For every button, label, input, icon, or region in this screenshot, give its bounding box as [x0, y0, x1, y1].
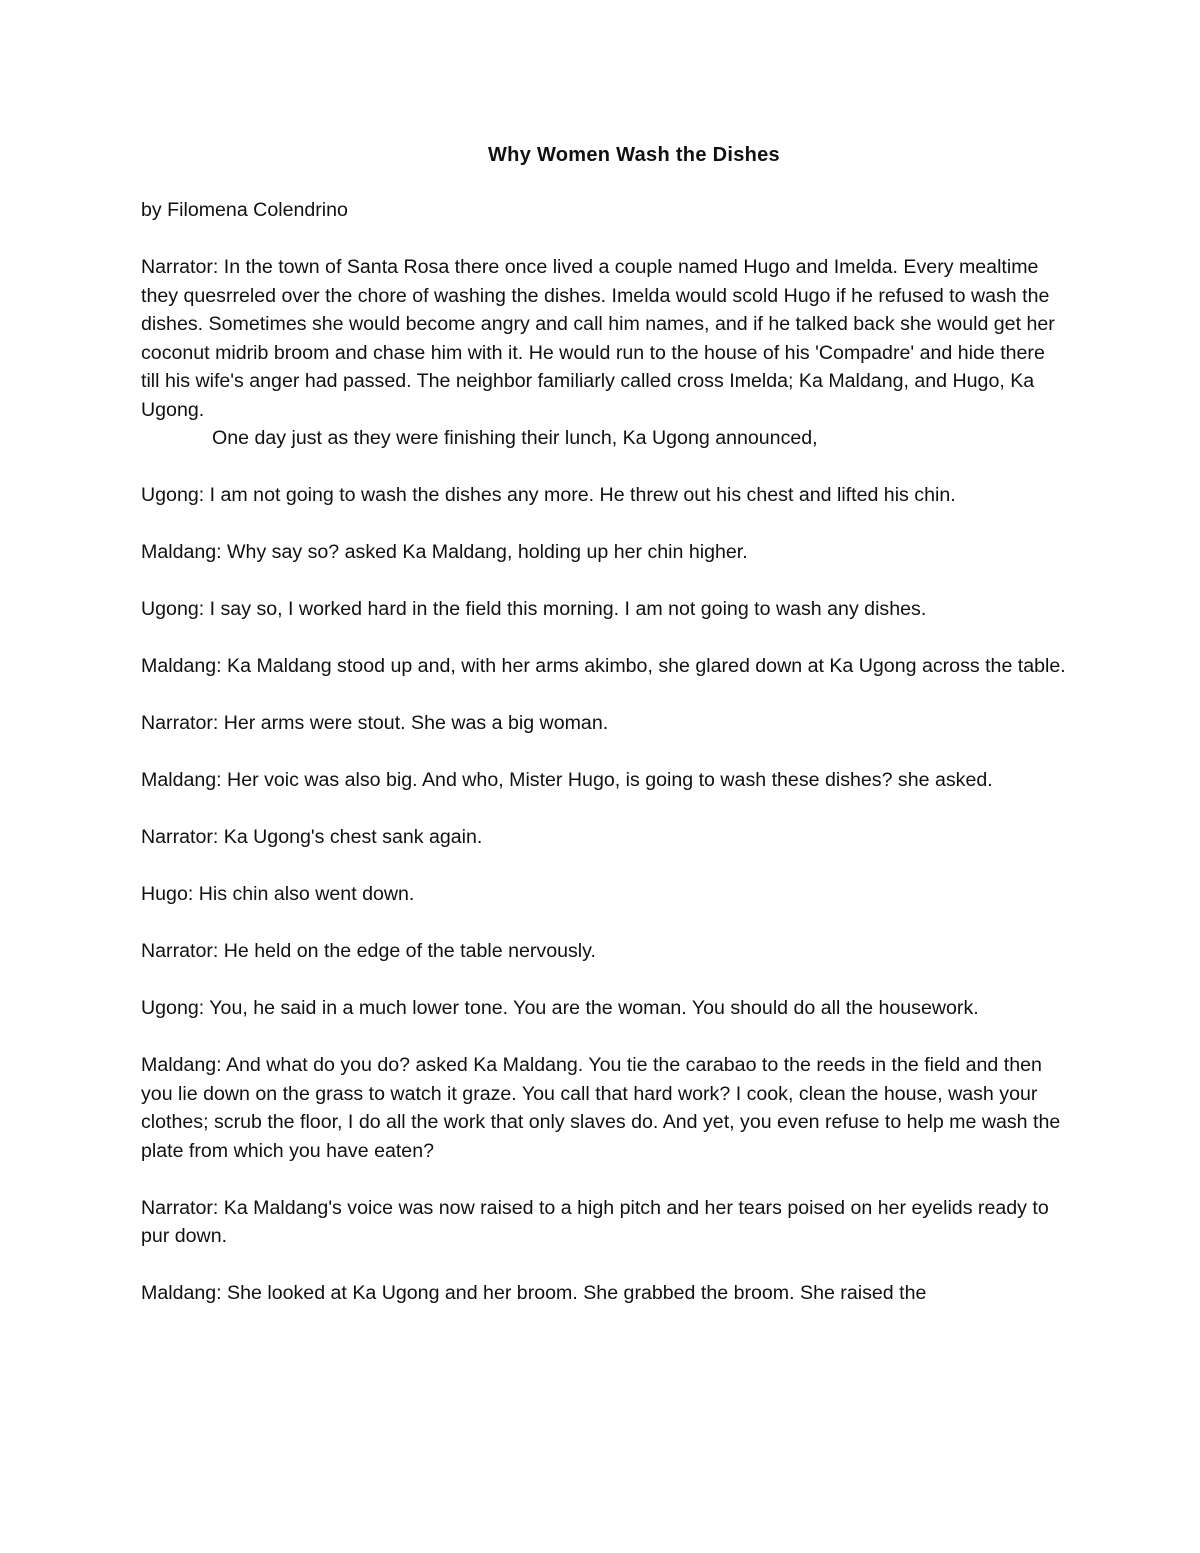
paragraph-maldang-broom: Maldang: She looked at Ka Ugong and her broom. She grabbed the broom. She raised the [141, 1282, 927, 1304]
paragraph-narrator-chest-sank: Narrator: Ka Ugong's chest sank again. [141, 826, 483, 848]
paragraph-narrator-intro: Narrator: In the town of Santa Rosa there once lived a couple named Hugo and Imelda. Every mealtime they quesrreled over the chore of washing the dishes. Imelda would scold Hugo if he refused to wash the dishes. Sometimes she would become angry and call him names, and if he talked back she would get her coconut midrib broom and chase him with it. He would run to the house of his 'Compadre' and hide there till his wife's anger had passed. The neighbor familiarly called cross Imelda; Ka Maldang, and Hugo, Ka Ugong. [141, 256, 1061, 421]
document-body [141, 196, 1066, 1308]
document-title: Why Women Wash the Dishes [488, 144, 780, 166]
paragraph-hugo-chin-down: Hugo: His chin also went down. [141, 883, 415, 905]
author-line: by Filomena Colendrino [141, 199, 348, 221]
paragraph-maldang-stood-up: Maldang: Ka Maldang stood up and, with her arms akimbo, she glared down at Ka Ugong across the table. [141, 655, 1066, 677]
paragraph-maldang-what-do-you-do: Maldang: And what do you do? asked Ka Maldang. You tie the carabao to the reeds in the field and then you lie down on the grass to watch it graze. You call that hard work? I cook, clean the house, wash your clothes; scrub the floor, I do all the work that only slaves do. And yet, you even refuse to help me wash the plate from which you have eaten? [141, 1054, 1066, 1162]
paragraph-ugong-worked-hard: Ugong: I say so, I worked hard in the field this morning. I am not going to wash any dishes. [141, 598, 927, 620]
paragraph-ugong-you-woman: Ugong: You, he said in a much lower tone. You are the woman. You should do all the housework. [141, 997, 979, 1019]
paragraph-ugong-refuses: Ugong: I am not going to wash the dishes any more. He threw out his chest and lifted his chin. [141, 484, 956, 506]
paragraph-narrator-high-pitch: Narrator: Ka Maldang's voice was now raised to a high pitch and her tears poised on her eyelids ready to pur down. [141, 1196, 1055, 1247]
paragraph-maldang-why: Maldang: Why say so? asked Ka Maldang, holding up her chin higher. [141, 541, 748, 563]
paragraph-narrator-arms-stout: Narrator: Her arms were stout. She was a big woman. [141, 712, 609, 734]
paragraph-maldang-voice-big: Maldang: Her voic was also big. And who, Mister Hugo, is going to wash these dishes? she asked. [141, 769, 993, 791]
paragraph-lunch-announcement: One day just as they were finishing their lunch, Ka Ugong announced, [212, 427, 818, 449]
paragraph-narrator-table-edge: Narrator: He held on the edge of the table nervously. [141, 940, 596, 962]
